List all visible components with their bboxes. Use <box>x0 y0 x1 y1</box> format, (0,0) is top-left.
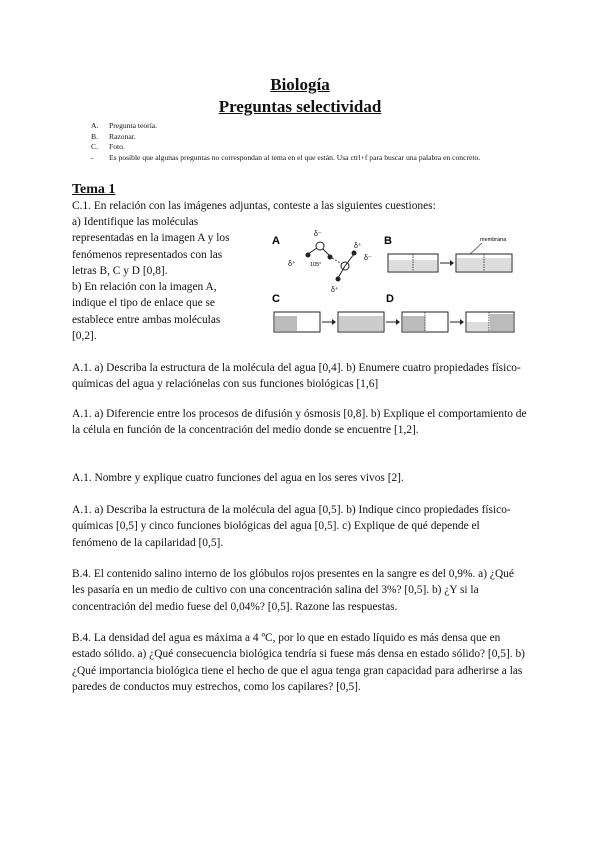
legend-item <box>91 142 531 153</box>
legend-list <box>91 121 531 163</box>
hydrogen-atom <box>328 255 333 260</box>
hydrogen-atom <box>336 277 341 282</box>
arrow-head <box>396 319 400 325</box>
legend-marker: B. <box>91 131 98 141</box>
legend-item <box>91 153 531 164</box>
solute-region <box>490 314 513 331</box>
section-heading: Tema 1 <box>72 182 116 197</box>
delta-plus-label: δ⁺ <box>331 287 339 294</box>
diagram-label-b: B <box>384 235 392 247</box>
question-item: B.4. El contenido salino interno de los glóbulos rojos presentes en la sangre es del 0,9%. a) ¿Qué les pasaría en un medio de cultivo con una concentración salina del 3%? [0,5]. b) ¿Y si la concentración del medio fuese del 0,04%? [0,5]. Razone las respuestas. <box>72 568 514 613</box>
arrow-head <box>332 319 336 325</box>
arrow-head <box>460 319 464 325</box>
legend-marker: - <box>91 152 94 162</box>
legend-text: Es posible que algunas preguntas no correspondan al tema en el que están. Usa ctrl+f para buscar una palabra en concreto. <box>109 152 481 162</box>
question-item: A.1. a) Describa la estructura de la molécula del agua [0,5]. b) Indique cinco propiedades físico-químicas [0,5] y cinco funciones biológicas del agua [0,5]. c) Explique de qué depende el fenómeno de la capilaridad [0,5]. <box>72 504 511 549</box>
hydrogen-bond-line <box>332 258 342 264</box>
legend-marker: C. <box>91 142 98 152</box>
angle-label: 105° <box>310 262 322 268</box>
oxygen-atom <box>316 242 324 250</box>
bond-line <box>345 254 354 266</box>
delta-plus-label: δ⁺ <box>288 261 296 268</box>
question-item: A.1. a) Diferencie entre los procesos de difusión y ósmosis [0,8]. b) Explique el comportamiento de la célula en función de la concentración del medio donde se encuentre [1,2]. <box>72 408 527 437</box>
diagram-label-d: D <box>386 293 394 305</box>
diagram-label-c: C <box>272 293 280 305</box>
question-item: A.1. Nombre y explique cuatro funciones del agua en los seres vivos [2]. <box>72 472 404 484</box>
diagram-label-a: A <box>272 235 280 247</box>
delta-plus-label: δ⁺ <box>354 243 362 250</box>
arrow-head <box>450 260 454 266</box>
solute-region <box>339 316 383 331</box>
legend-text: Pregunta teoría. <box>109 121 158 130</box>
question-item: B.4. La densidad del agua es máxima a 4 ºC, por lo que en estado líquido es más densa que en estado sólido. a) ¿Qué consecuencia biológica tendría si fuese más densa en estado sólido? [0,5]. b) ¿Qué importancia biológica tiene el hecho de que el agua tenga gran capacidad para adherirse a las paredes de conductos muy estrechos, como los capilares? [0,5]. <box>72 632 525 693</box>
delta-minus-label: δ⁻ <box>314 231 322 238</box>
hydrogen-atom <box>352 251 357 256</box>
legend-item <box>91 121 531 132</box>
legend-item <box>91 132 531 143</box>
solute-region <box>275 316 297 331</box>
question-item: A.1. a) Describa la estructura de la molécula del agua [0,4]. b) Enumere cuatro propiedades físico-químicas del agua y relaciónelas con sus funciones biológicas [1,6] <box>72 362 521 391</box>
membrane-label: membrana <box>480 237 507 243</box>
question-c1-parts <box>72 214 242 344</box>
question-c1-part-a: a) Identifique las moléculas representadas en la imagen A y los fenómenos representados con las letras B, C y D [0,8]. <box>72 216 230 277</box>
water-diagram <box>268 230 522 338</box>
question-c1-part-b: b) En relación con la imagen A, indique el tipo de enlace que se establece entre ambas moléculas [0,2]. <box>72 281 221 343</box>
delta-minus-label: δ⁻ <box>364 255 372 262</box>
page-title: Biología <box>270 75 330 94</box>
legend-text: Foto. <box>109 142 125 152</box>
legend-marker: A. <box>91 121 99 130</box>
solution-fill <box>467 322 489 331</box>
question-c1-intro: C.1. En relación con las imágenes adjuntas, conteste a las siguientes cuestiones: <box>72 200 436 212</box>
legend-text: Razonar. <box>109 131 136 141</box>
hydrogen-atom <box>306 253 311 258</box>
solute-region <box>403 316 425 331</box>
page-subtitle: Preguntas selectividad <box>218 97 382 116</box>
